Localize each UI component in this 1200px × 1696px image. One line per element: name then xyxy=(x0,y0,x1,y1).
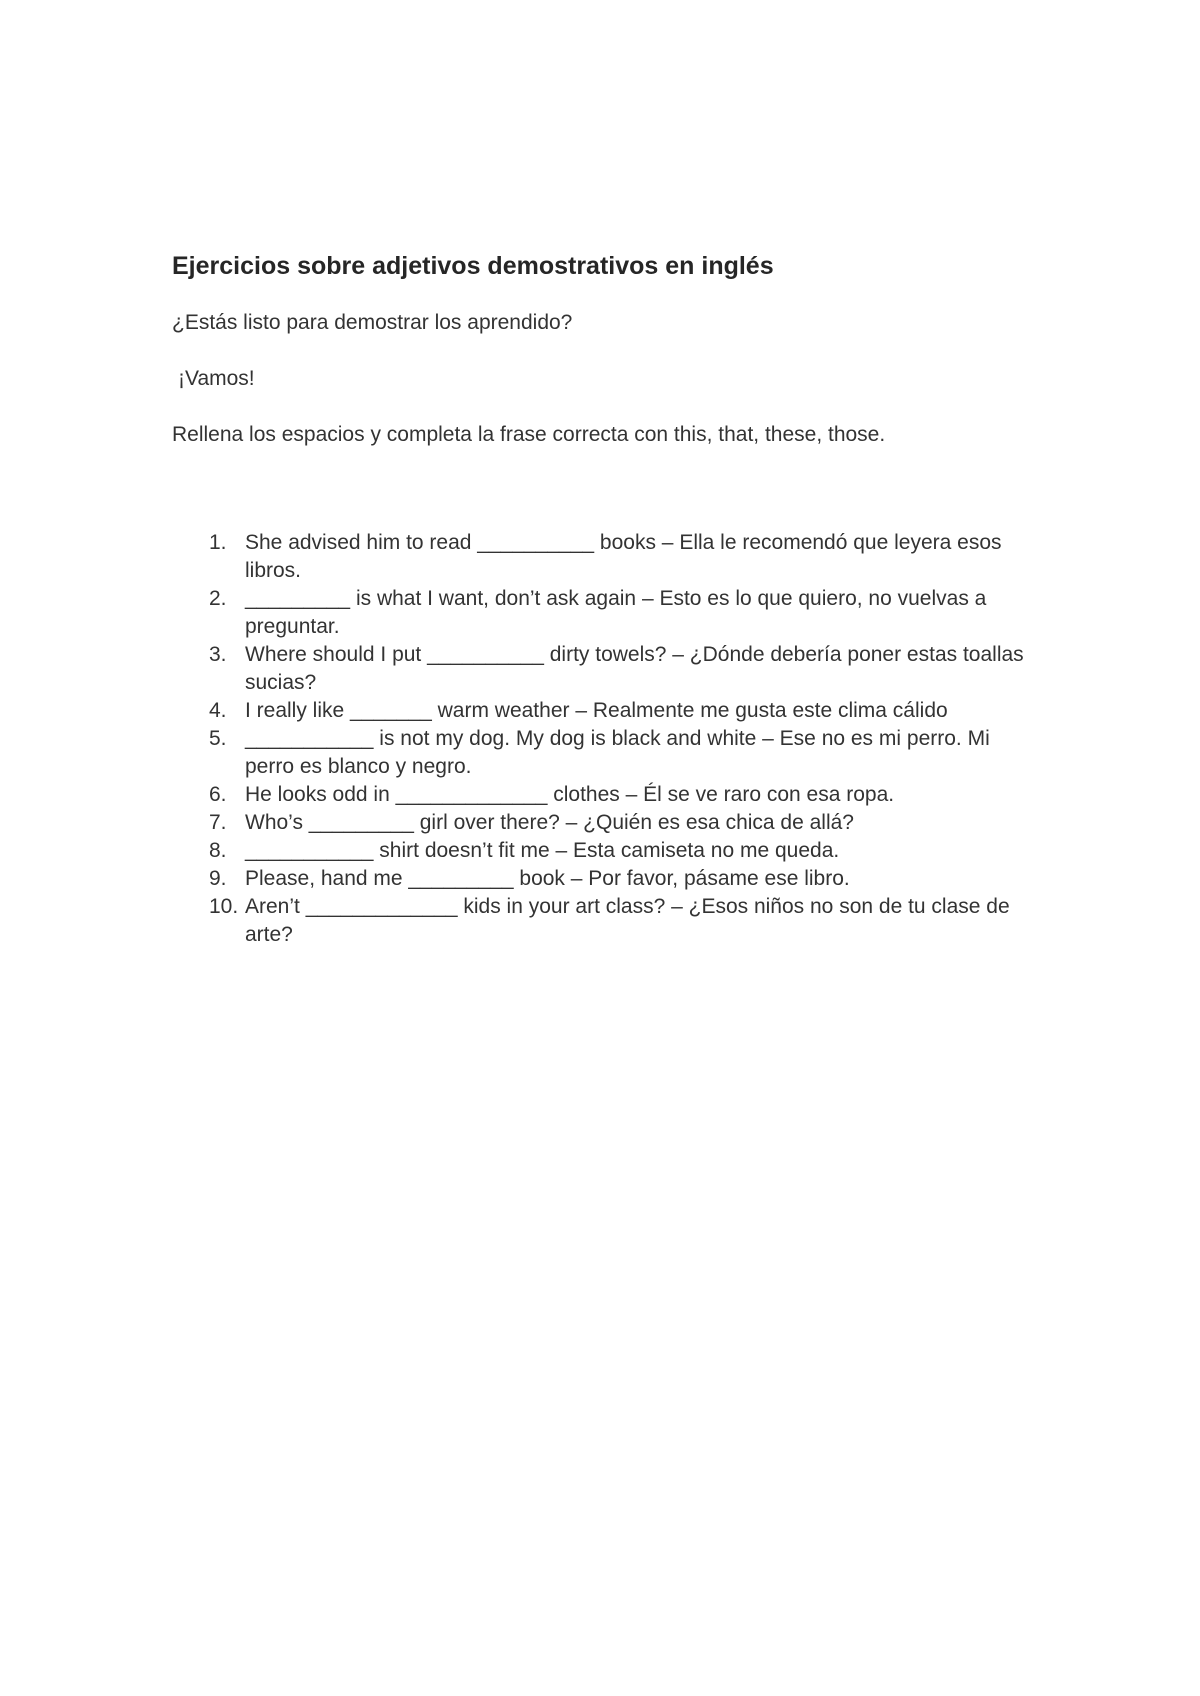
exercise-text: Aren’t _____________ kids in your art class? – ¿Esos niños no son de tu clase de arte? xyxy=(245,895,1010,946)
exercise-number: 1. xyxy=(209,531,227,554)
instructions: Rellena los espacios y completa la frase correcta con this, that, these, those. xyxy=(172,423,886,446)
exercise-number: 3. xyxy=(209,643,227,666)
exercise-item xyxy=(172,641,1042,697)
exercise-item xyxy=(172,725,1042,781)
exercise-text: ___________ is not my dog. My dog is black and white – Ese no es mi perro. Mi perro es blanco y negro. xyxy=(245,727,990,778)
exercise-text: ___________ shirt doesn’t fit me – Esta camiseta no me queda. xyxy=(245,839,840,862)
exercise-list xyxy=(172,529,1042,949)
exercise-number: 8. xyxy=(209,839,227,862)
exercise-text: He looks odd in _____________ clothes – Él se ve raro con esa ropa. xyxy=(245,783,895,806)
exercise-item xyxy=(172,893,1042,949)
exercise-text: Who’s _________ girl over there? – ¿Quién es esa chica de allá? xyxy=(245,811,854,834)
exercise-text: Please, hand me _________ book – Por favor, pásame ese libro. xyxy=(245,867,850,890)
exercise-number: 10. xyxy=(209,895,239,918)
exercise-number: 4. xyxy=(209,699,227,722)
exercise-item xyxy=(172,585,1042,641)
document-title: Ejercicios sobre adjetivos demostrativos en inglés xyxy=(172,252,774,280)
exercise-item xyxy=(172,837,1042,865)
exercise-item xyxy=(172,809,1042,837)
exercise-item xyxy=(172,865,1042,893)
exercise-number: 9. xyxy=(209,867,227,890)
exercise-text: She advised him to read __________ books – Ella le recomendó que leyera esos libros. xyxy=(245,531,1002,582)
exercise-text: Where should I put __________ dirty towels? – ¿Dónde debería poner estas toallas sucias? xyxy=(245,643,1024,694)
exercise-number: 5. xyxy=(209,727,227,750)
intro-question: ¿Estás listo para demostrar los aprendido? xyxy=(172,311,573,334)
exercise-number: 7. xyxy=(209,811,227,834)
exercise-item xyxy=(172,781,1042,809)
exercise-number: 6. xyxy=(209,783,227,806)
intro-exclamation: ¡Vamos! xyxy=(178,367,255,390)
exercise-item xyxy=(172,697,1042,725)
exercise-text: _________ is what I want, don’t ask again – Esto es lo que quiero, no vuelvas a preguntar. xyxy=(245,587,987,638)
document-content xyxy=(172,250,1042,949)
exercise-item xyxy=(172,529,1042,585)
exercise-text: I really like _______ warm weather – Realmente me gusta este clima cálido xyxy=(245,699,948,722)
exercise-number: 2. xyxy=(209,587,227,610)
